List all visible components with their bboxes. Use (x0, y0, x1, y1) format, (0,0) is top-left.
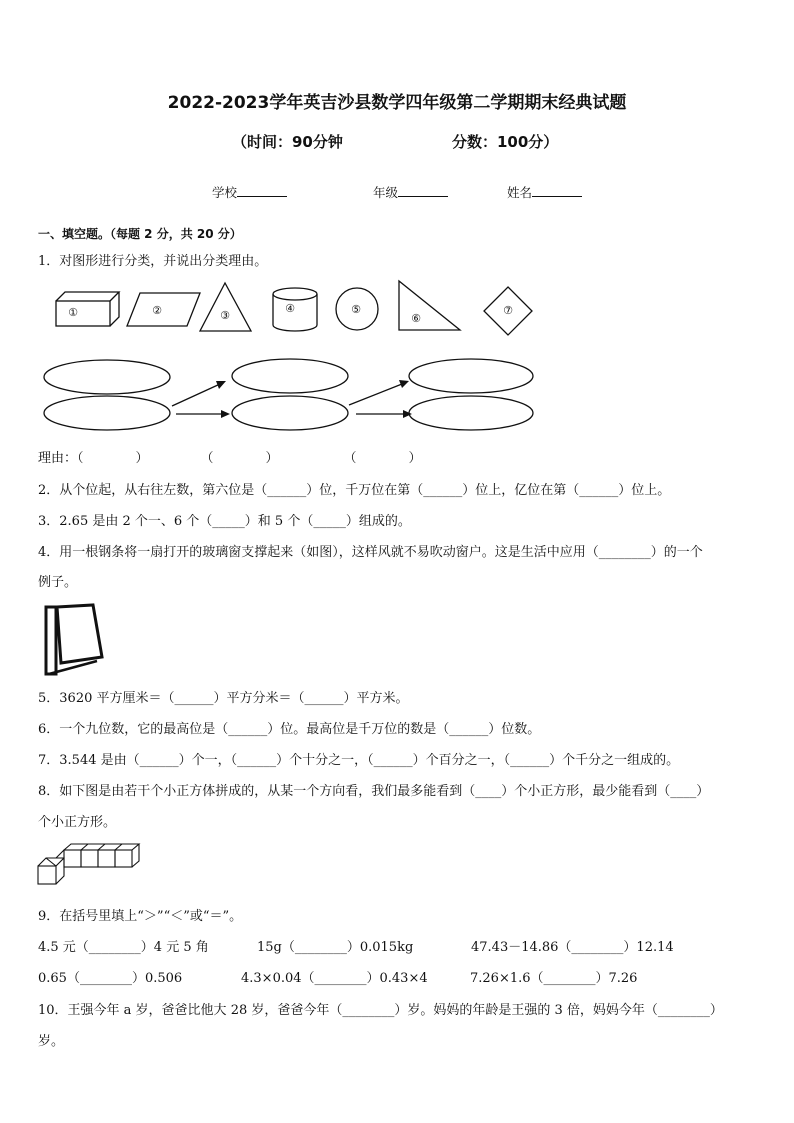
question-7: 7．3.544 是由（______）个一，（______）个十分之一，（______）个百分之一，（______）个千分之一组成的。 (38, 753, 680, 768)
q9-row1-item2: 15g（________）0.015kg (257, 940, 414, 955)
q9-row2-item2: 4.3×0.04（________）0.43×4 (241, 971, 428, 986)
page-title: 2022-2023学年英吉沙县数学四年级第二学期期末经典试题 (167, 93, 627, 113)
shape-label-4: ④ (285, 302, 295, 315)
exam-score: 分数：100分） (452, 133, 559, 151)
q9-row1-item1: 4.5 元（________）4 元 5 角 (38, 940, 209, 955)
grade-label: 年级 (373, 185, 399, 200)
shape-label-1: ① (68, 306, 78, 319)
shape-label-7: ⑦ (503, 304, 513, 317)
q9-row2-item1: 0.65（________）0.506 (38, 971, 183, 986)
question-9: 9．在括号里填上“＞”“＜”或“＝”。 (38, 909, 243, 924)
shape-label-3: ③ (220, 309, 230, 322)
question-8-line-1: 8．如下图是由若干个小正方体拼成的，从某一个方向看，我们最多能看到（____）个小正方形，最少能看到（____） (38, 784, 710, 799)
question-2: 2．从个位起，从右往左数，第六位是（______）位，千万位在第（______）位上，亿位在第（______）位上。 (38, 483, 671, 498)
question-10-line-1: 10．王强今年 a 岁，爸爸比他大 28 岁，爸爸今年（________）岁。妈妈的年龄是王强的 3 倍，妈妈今年（________） (38, 1003, 723, 1018)
question-6: 6．一个九位数，它的最高位是（______）位。最高位是千万位的数是（______）位数。 (38, 722, 541, 737)
question-4-line-2: 例子。 (38, 575, 78, 590)
question-1: 1．对图形进行分类，并说出分类理由。 (38, 254, 268, 269)
q9-row2-item3: 7.26×1.6（________）7.26 (470, 971, 638, 986)
name-label: 姓名 (507, 185, 533, 200)
shape-label-5: ⑤ (351, 303, 361, 316)
shape-label-2: ② (152, 304, 162, 317)
shape-label-6: ⑥ (411, 312, 421, 325)
q9-row1-item3: 47.43－14.86（________）12.14 (471, 940, 674, 955)
question-3: 3．2.65 是由 2 个一、6 个（_____）和 5 个（_____）组成的。 (38, 514, 411, 529)
question-5: 5．3620 平方厘米＝（______）平方分米＝（______）平方米。 (38, 691, 409, 706)
question-10-line-2: 岁。 (38, 1034, 65, 1049)
section-heading: 一、填空题。（每题 2 分，共 20 分） (38, 227, 242, 241)
exam-time: （时间：90分钟 (232, 133, 343, 151)
question-8-line-2: 个小正方形。 (38, 815, 117, 830)
question-4-line-1: 4．用一根钢条将一扇打开的玻璃窗支撑起来（如图），这样风就不易吹动窗户。这是生活中应用（________）的一个 (38, 545, 703, 560)
q1-reason: 理由：（ ） （ ） （ ） (38, 451, 422, 466)
school-label: 学校 (212, 185, 238, 200)
